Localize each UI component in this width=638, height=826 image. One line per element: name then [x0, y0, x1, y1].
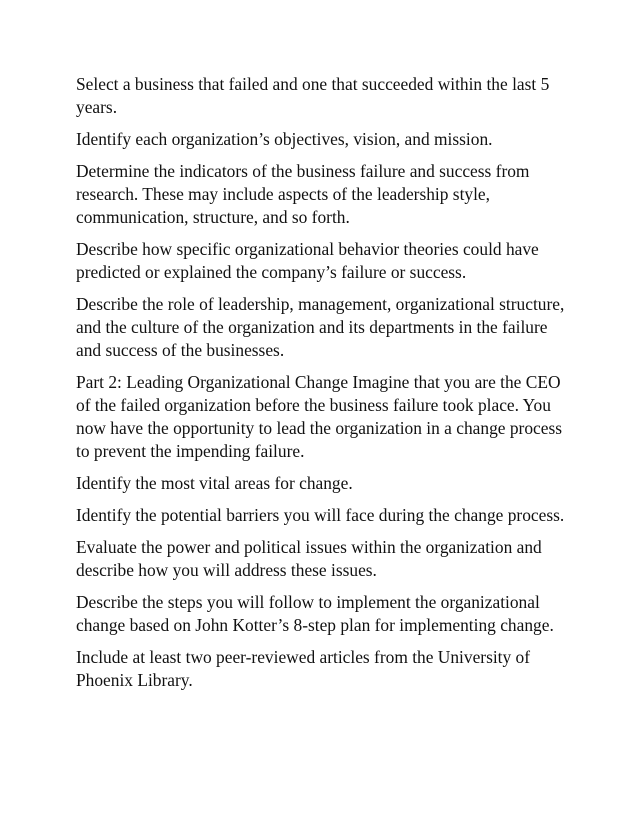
document-body	[76, 73, 572, 701]
paragraph-ob-theories: Describe how specific organizational behavior theories could have predicted or explained the company’s failure or success.	[76, 239, 539, 282]
paragraph-indicators: Determine the indicators of the business failure and success from research. These may include aspects of the leadership style, communication, structure, and so forth.	[76, 161, 530, 227]
paragraph-vital-areas: Identify the most vital areas for change.	[76, 473, 353, 493]
paragraph-peer-reviewed: Include at least two peer-reviewed articles from the University of Phoenix Library.	[76, 647, 531, 690]
paragraph-barriers: Identify the potential barriers you will face during the change process.	[76, 505, 565, 525]
paragraph-leadership-role: Describe the role of leadership, management, organizational structure, and the culture of the organization and its departments in the failure and success of the businesses.	[76, 294, 565, 360]
paragraph-select-business: Select a business that failed and one that succeeded within the last 5 years.	[76, 74, 550, 117]
paragraph-power-issues: Evaluate the power and political issues within the organization and describe how you will address these issues.	[76, 537, 542, 580]
paragraph-part-2: Part 2: Leading Organizational Change Imagine that you are the CEO of the failed organization before the business failure took place. You now have the opportunity to lead the organization in a change process to prevent the impending failure.	[76, 372, 562, 461]
paragraph-kotter-steps: Describe the steps you will follow to implement the organizational change based on John Kotter’s 8-step plan for implementing change.	[76, 592, 554, 635]
paragraph-objectives: Identify each organization’s objectives, vision, and mission.	[76, 129, 493, 149]
